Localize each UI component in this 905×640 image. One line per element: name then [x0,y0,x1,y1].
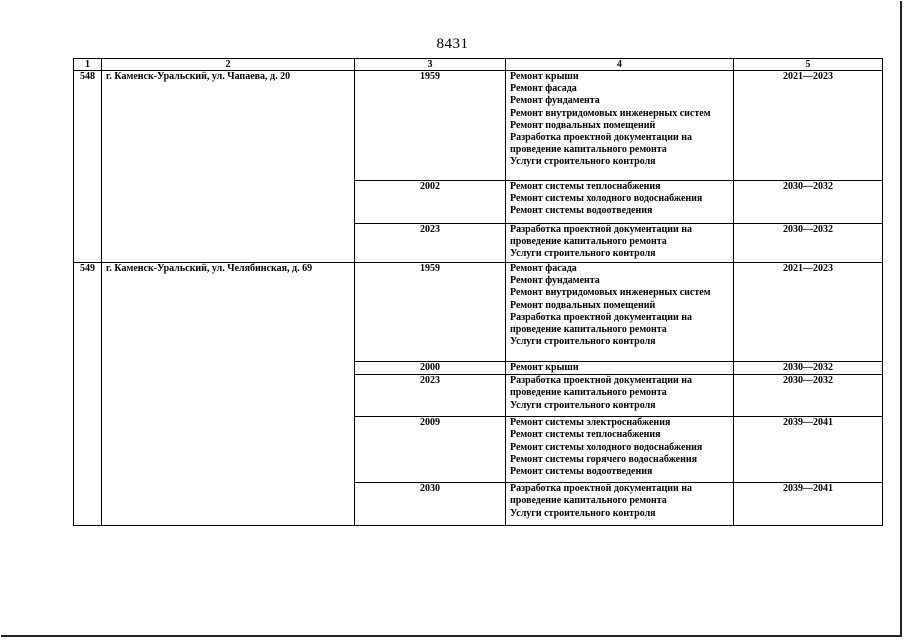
page-number: 8431 [436,36,469,52]
header-row [74,59,883,71]
work-item: Услуги строительного контроля [510,156,656,168]
planned-period: 2030—2032 [734,181,883,224]
build-year: 2009 [355,417,506,483]
work-item: проведение капитального ремонта [510,495,667,507]
build-year: 2002 [355,181,506,224]
work-item: Ремонт внутридомовых инженерных систем [510,107,711,119]
work-item: Ремонт системы холодного водоснабжения [510,193,703,205]
works-list [506,483,734,526]
work-item: Ремонт внутридомовых инженерных систем [510,287,711,299]
work-item: Разработка проектной документации на [510,224,693,235]
works-list [506,362,734,375]
work-item: Ремонт системы водоотведения [510,205,653,217]
entry-number: 549 [74,263,102,526]
work-item: Услуги строительного контроля [510,399,656,411]
planned-period: 2030—2032 [734,375,883,417]
work-item: Ремонт фасада [510,263,577,274]
work-item: Ремонт системы теплоснабжения [510,181,661,192]
work-item: Ремонт подвальных помещений [510,299,656,311]
work-item: Разработка проектной документации на [510,375,693,387]
entry-address: г. Каменск-Уральский, ул. Чапаева, д. 20 [102,71,355,263]
work-item: Ремонт подвальных помещений [510,119,656,131]
build-year: 2023 [355,375,506,417]
works-list [506,263,734,362]
works-list [506,375,734,417]
works-list [506,224,734,263]
table-row [74,71,883,181]
works-list [506,71,734,181]
work-item: Ремонт крыши [510,362,579,373]
work-item: проведение капитального ремонта [510,236,667,248]
table-row [74,263,883,362]
work-item: Разработка проектной документации на [510,483,693,495]
works-list [506,181,734,224]
work-item: Ремонт крыши [510,71,579,82]
build-year: 2000 [355,362,506,375]
work-item: Ремонт системы горячего водоснабжения [510,453,698,465]
column-header: 2 [102,59,355,71]
build-year: 2023 [355,224,506,263]
column-header: 1 [74,59,102,71]
planned-period: 2030—2032 [734,224,883,263]
planned-period: 2039—2041 [734,417,883,483]
build-year: 1959 [355,263,506,362]
work-item: Ремонт фасада [510,83,577,95]
work-item: Ремонт системы холодного водоснабжения [510,441,703,453]
work-item: проведение капитального ремонта [510,387,667,399]
work-item: проведение капитального ремонта [510,324,667,336]
column-header: 3 [355,59,506,71]
work-item: Разработка проектной документации на [510,311,693,323]
column-header: 5 [734,59,883,71]
work-item: Ремонт фундамента [510,95,600,107]
work-item: Ремонт системы водоотведения [510,466,653,478]
build-year: 2030 [355,483,506,526]
work-item: Ремонт системы электроснабжения [510,417,671,429]
entry-address: г. Каменск-Уральский, ул. Челябинская, д. 69 [102,263,355,526]
entry-number: 548 [74,71,102,263]
build-year: 1959 [355,71,506,181]
column-header: 4 [506,59,734,71]
work-item: проведение капитального ремонта [510,144,667,156]
planned-period: 2021—2023 [734,263,883,362]
planned-period: 2039—2041 [734,483,883,526]
work-item: Услуги строительного контроля [510,248,656,260]
works-list [506,417,734,483]
planned-period: 2030—2032 [734,362,883,375]
work-item: Услуги строительного контроля [510,507,656,519]
register-table [73,58,883,526]
work-item: Услуги строительного контроля [510,336,656,348]
work-item: Ремонт фундамента [510,275,600,287]
planned-period: 2021—2023 [734,71,883,181]
work-item: Ремонт системы теплоснабжения [510,429,661,441]
work-item: Разработка проектной документации на [510,132,693,144]
